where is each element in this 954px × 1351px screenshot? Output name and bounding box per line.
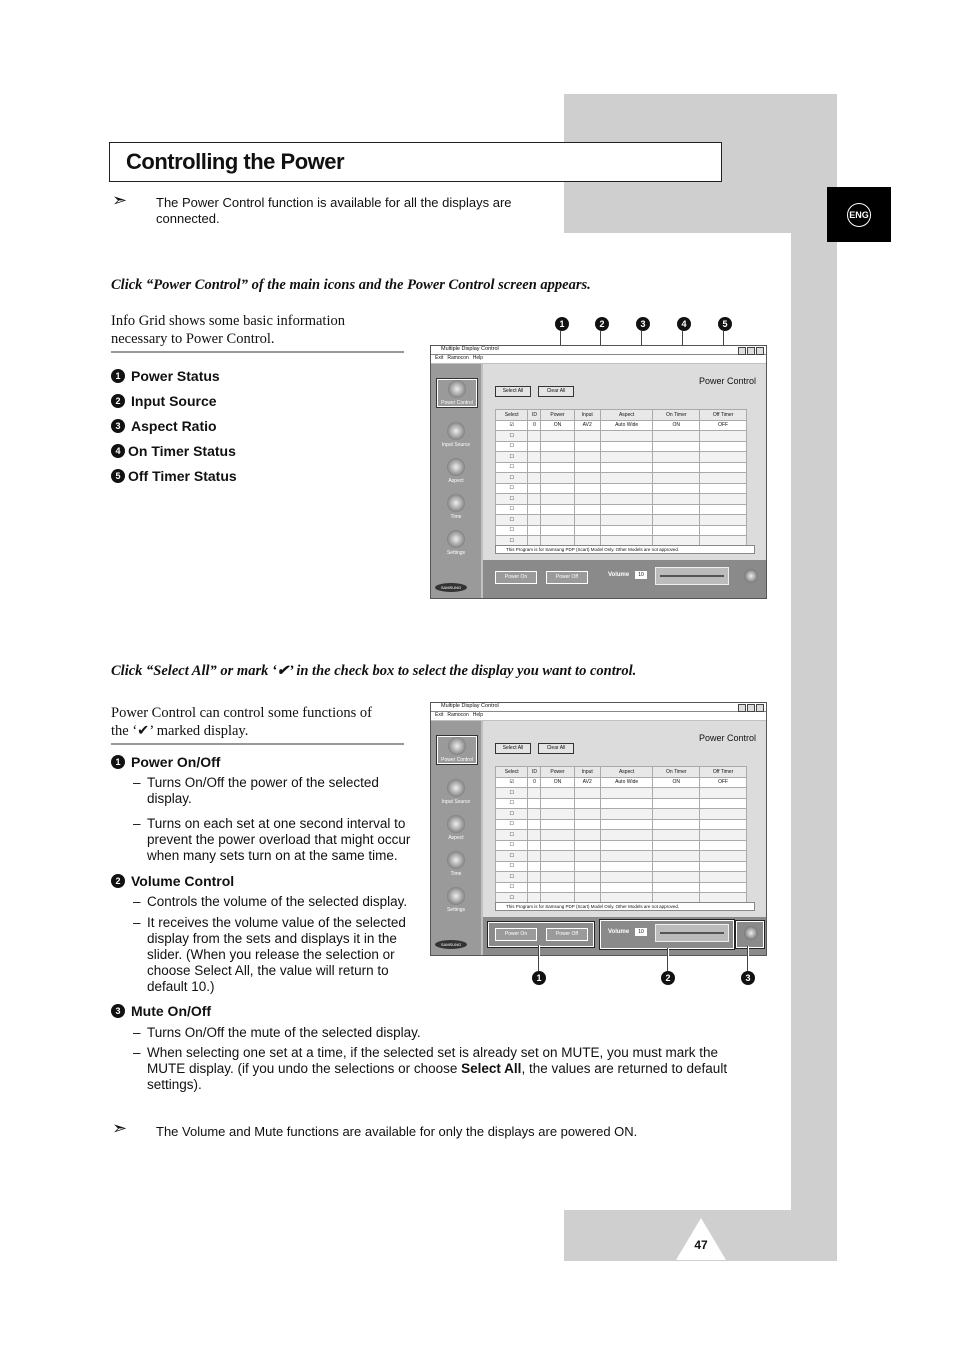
- item-label: On Timer Status: [128, 442, 236, 459]
- sub-item: – Turns On/Off the power of the selected display.: [133, 775, 379, 806]
- table-row: [496, 483, 747, 494]
- clear-all-button[interactable]: Clear All: [538, 386, 574, 397]
- sub-text: Turns on each set at one second interval to prevent the power overload that might occur when many sets turn on at the same time.: [147, 816, 411, 863]
- section2-intro: [111, 704, 411, 740]
- section1-intro-line2: necessary to Power Control.: [111, 331, 275, 347]
- row-checkbox[interactable]: ☐: [496, 441, 528, 452]
- app-window-2: [430, 702, 767, 956]
- sub-item: – It receives the volume value of the selected display from the sets and displays it in the slider. (When you release the selection or choose Select All, the value will return to default 10.): [133, 915, 406, 994]
- list-item-power: [111, 754, 220, 770]
- menu-help[interactable]: Help: [472, 355, 484, 361]
- col-header: Input: [574, 410, 600, 421]
- table-row: [496, 840, 747, 851]
- row-checkbox[interactable]: ☐: [496, 798, 528, 809]
- item-label: Off Timer Status: [128, 467, 237, 484]
- sidebar-label: Aspect: [448, 835, 464, 841]
- sub-text: , the values are returned to default settings).: [147, 1061, 728, 1092]
- sidebar-item-input-source[interactable]: [437, 422, 475, 448]
- section1-list: [111, 363, 237, 488]
- cell: Auto Wide: [600, 420, 652, 431]
- table-row: [496, 872, 747, 883]
- sidebar: [431, 364, 481, 598]
- table-row: [496, 851, 747, 862]
- control-bar: [483, 917, 766, 955]
- sidebar-item-aspect[interactable]: [437, 458, 475, 484]
- volume-slider[interactable]: [655, 567, 729, 585]
- clock-icon: [447, 494, 465, 512]
- row-checkbox[interactable]: ☐: [496, 851, 528, 862]
- sub-text: Turns On/Off the mute of the selected display.: [147, 1025, 421, 1040]
- number-badge: 2: [111, 394, 125, 408]
- input-icon: [447, 779, 465, 797]
- page-title: Controlling the Power: [126, 149, 345, 174]
- sidebar-item-settings[interactable]: [437, 887, 475, 913]
- section2-intro-line2: the ‘✔’ marked display.: [111, 723, 249, 739]
- settings-icon: [447, 530, 465, 548]
- list-item: [111, 413, 237, 438]
- callout-3: 3: [636, 317, 650, 331]
- highlight-mute: [736, 921, 764, 948]
- callout-line: [667, 948, 669, 971]
- section2-heading: Click “Select All” or mark ‘✔’ in the check box to select the display you want to control.: [111, 663, 637, 679]
- callout-5: 5: [718, 317, 732, 331]
- control-bar: [483, 560, 766, 598]
- callout-line: [747, 946, 749, 971]
- input-icon: [447, 422, 465, 440]
- col-header: On Timer: [653, 410, 700, 421]
- table-row: [496, 441, 747, 452]
- menu-bar: [431, 712, 766, 720]
- table-row: [496, 494, 747, 505]
- samsung-logo: SAMSUNG: [435, 940, 467, 949]
- clock-icon: [447, 851, 465, 869]
- table-row: [496, 504, 747, 515]
- status-message: This Program is for Samsung PDP (Scart) Model Only. Other Models are not approved.: [495, 545, 755, 554]
- note-arrow-icon: ➣: [112, 1118, 128, 1138]
- highlight-power: [488, 922, 594, 947]
- row-checkbox[interactable]: ☐: [496, 861, 528, 872]
- callout-2: 2: [661, 971, 675, 985]
- col-header: Aspect: [600, 410, 652, 421]
- power-icon: [448, 737, 466, 755]
- list-item: [111, 438, 237, 463]
- number-badge: 5: [111, 469, 125, 483]
- section2-intro-line1: Power Control can control some functions of: [111, 705, 372, 721]
- col-header: Aspect: [600, 767, 652, 778]
- item-label: Power On/Off: [131, 754, 221, 770]
- app-window-1: [430, 345, 767, 599]
- divider: [111, 351, 404, 353]
- power-on-button[interactable]: Power On: [495, 571, 537, 584]
- cell: ON: [541, 777, 574, 788]
- list-item: [111, 388, 237, 413]
- sidebar-item-time[interactable]: [437, 494, 475, 520]
- window-titlebar: [431, 703, 766, 712]
- list-item: [111, 463, 237, 488]
- status-message: This Program is for Samsung PDP (Scart) Model Only. Other Models are not approved.: [495, 902, 755, 911]
- row-checkbox[interactable]: ☐: [496, 882, 528, 893]
- sidebar-item-power-control[interactable]: [437, 379, 477, 407]
- col-header: Power: [541, 767, 574, 778]
- close-icon[interactable]: [756, 704, 764, 712]
- language-badge-label: ENG: [847, 203, 871, 227]
- item-label: Input Source: [131, 392, 217, 409]
- table-row: [496, 431, 747, 442]
- row-checkbox[interactable]: ☐: [496, 515, 528, 526]
- item-label: Power Status: [131, 367, 220, 384]
- main-panel: [483, 721, 766, 955]
- decor-band-side: [791, 233, 837, 1210]
- sub-text: Turns On/Off the power of the selected display.: [147, 775, 379, 806]
- list-item-volume: [111, 873, 234, 889]
- cell: ON: [653, 420, 700, 431]
- callout-1: 1: [532, 971, 546, 985]
- col-header: Select: [496, 767, 528, 778]
- window-title: Multiple Display Control: [441, 703, 499, 709]
- col-header: Off Timer: [700, 410, 747, 421]
- row-checkbox[interactable]: ☐: [496, 840, 528, 851]
- table-row: [496, 882, 747, 893]
- samsung-logo: SAMSUNG: [435, 583, 467, 592]
- col-header: Off Timer: [700, 767, 747, 778]
- power-icon: [448, 380, 466, 398]
- callout-3: 3: [741, 971, 755, 985]
- sidebar-item-time[interactable]: [437, 851, 475, 877]
- power-off-button[interactable]: Power Off: [546, 571, 588, 584]
- menu-help[interactable]: Help: [472, 712, 484, 718]
- sidebar-label: Aspect: [448, 478, 464, 484]
- cell: ON: [541, 420, 574, 431]
- minimize-icon[interactable]: [738, 347, 746, 355]
- aspect-icon: [447, 815, 465, 833]
- callout-1: 1: [555, 317, 569, 331]
- cell: 0: [528, 420, 541, 431]
- table-row: [496, 809, 747, 820]
- table-row: [496, 515, 747, 526]
- cell: AV2: [574, 777, 600, 788]
- table-row: [496, 830, 747, 841]
- main-panel: [483, 364, 766, 598]
- col-header: Input: [574, 767, 600, 778]
- note-2: The Volume and Mute functions are available for only the displays are powered ON.: [156, 1124, 638, 1139]
- cell: AV2: [574, 420, 600, 431]
- item-label: Mute On/Off: [131, 1003, 212, 1019]
- list-item: [111, 363, 237, 388]
- menu-bar: [431, 355, 766, 363]
- power-off-button[interactable]: Power Off: [546, 928, 588, 941]
- volume-label: Volume: [608, 929, 630, 935]
- cell: OFF: [700, 777, 747, 788]
- sidebar-label: Time: [450, 514, 462, 520]
- menu-ramocon[interactable]: Ramocon: [447, 355, 469, 361]
- col-header: Power: [541, 410, 574, 421]
- sidebar-label: Settings: [446, 550, 466, 556]
- row-checkbox[interactable]: ☑: [496, 420, 528, 431]
- number-badge: 1: [111, 755, 125, 769]
- cell: 0: [528, 777, 541, 788]
- row-checkbox[interactable]: ☐: [496, 893, 528, 904]
- row-checkbox[interactable]: ☐: [496, 462, 528, 473]
- row-checkbox[interactable]: ☑: [496, 777, 528, 788]
- row-checkbox[interactable]: ☐: [496, 483, 528, 494]
- sidebar-item-power-control[interactable]: [437, 736, 477, 764]
- table-row: [496, 420, 747, 431]
- row-checkbox[interactable]: ☐: [496, 819, 528, 830]
- cell: ON: [653, 777, 700, 788]
- sidebar-label: Time: [450, 871, 462, 877]
- row-checkbox[interactable]: ☐: [496, 504, 528, 515]
- menu-exit[interactable]: Exit: [435, 355, 444, 361]
- table-row: [496, 525, 747, 536]
- number-badge: 3: [111, 1004, 125, 1018]
- sidebar-label: Power Control: [441, 400, 473, 406]
- power-on-button[interactable]: Power On: [495, 928, 537, 941]
- sidebar-item-settings[interactable]: [437, 530, 475, 556]
- col-header: On Timer: [653, 767, 700, 778]
- section1-intro: [111, 312, 401, 348]
- select-all-button[interactable]: Select All: [495, 386, 531, 397]
- page-number: 47: [694, 1238, 708, 1252]
- info-grid: [495, 766, 747, 904]
- number-badge: 4: [111, 444, 125, 458]
- grid-header: [496, 410, 747, 421]
- slider-track: [660, 575, 724, 577]
- item-label: Volume Control: [131, 873, 235, 889]
- note-1: The Power Control function is available for all the displays are connected.: [156, 195, 512, 226]
- section1-intro-line1: Info Grid shows some basic information: [111, 313, 345, 329]
- sub-item: – Controls the volume of the selected display.: [133, 894, 408, 909]
- col-header: Select: [496, 410, 528, 421]
- volume-value: 10: [635, 928, 647, 936]
- sidebar: [431, 721, 481, 955]
- callout-2: 2: [595, 317, 609, 331]
- menu-ramocon[interactable]: Ramocon: [447, 712, 469, 718]
- col-header: ID: [528, 410, 541, 421]
- table-row: [496, 798, 747, 809]
- table-row: [496, 473, 747, 484]
- col-header: ID: [528, 767, 541, 778]
- sub-text: When selecting one set at a time, if the selected set is already set on MUTE, you must mark the MUTE display. (if you undo the selections or choose: [147, 1045, 719, 1076]
- sub-item: – When selecting one set at a time, if the selected set is already set on MUTE, you must mark the MUTE display. (if you undo the selections or choose Select All, the values are returned to default settings).: [133, 1045, 728, 1092]
- table-row: [496, 861, 747, 872]
- sidebar-label: Input Source: [441, 799, 471, 805]
- panel-title: Power Control: [698, 376, 756, 386]
- clear-all-button[interactable]: Clear All: [538, 743, 574, 754]
- number-badge: 3: [111, 419, 125, 433]
- sub-text: Controls the volume of the selected display.: [147, 894, 408, 909]
- row-checkbox[interactable]: ☐: [496, 809, 528, 820]
- sidebar-label: Settings: [446, 907, 466, 913]
- sidebar-item-input-source[interactable]: [437, 779, 475, 805]
- row-checkbox[interactable]: ☐: [496, 431, 528, 442]
- volume-label: Volume: [608, 572, 630, 578]
- number-badge: 2: [111, 874, 125, 888]
- table-row: [496, 819, 747, 830]
- list-item-mute: [111, 1003, 211, 1019]
- window-title: Multiple Display Control: [441, 346, 499, 352]
- sidebar-label: Power Control: [441, 757, 473, 763]
- row-checkbox[interactable]: ☐: [496, 452, 528, 463]
- select-all-button[interactable]: Select All: [495, 743, 531, 754]
- close-icon[interactable]: [756, 347, 764, 355]
- row-checkbox[interactable]: ☐: [496, 872, 528, 883]
- window-titlebar: [431, 346, 766, 355]
- item-label: Aspect Ratio: [131, 417, 217, 434]
- settings-icon: [447, 887, 465, 905]
- table-row: [496, 452, 747, 463]
- sub-item: – Turns On/Off the mute of the selected display.: [133, 1025, 421, 1040]
- highlight-volume: [600, 920, 734, 949]
- menu-exit[interactable]: Exit: [435, 712, 444, 718]
- row-checkbox[interactable]: ☐: [496, 788, 528, 799]
- info-grid: [495, 409, 747, 547]
- mute-icon[interactable]: [744, 569, 758, 583]
- cell: Auto Wide: [600, 777, 652, 788]
- table-row: [496, 788, 747, 799]
- sub-text-bold: Select All: [461, 1061, 522, 1076]
- row-checkbox[interactable]: ☐: [496, 473, 528, 484]
- maximize-icon[interactable]: [747, 704, 755, 712]
- section1-heading: Click “Power Control” of the main icons and the Power Control screen appears.: [111, 277, 591, 293]
- callout-line: [538, 945, 540, 971]
- grid-header: [496, 767, 747, 778]
- sidebar-label: Input Source: [441, 442, 471, 448]
- note-arrow-icon: ➣: [112, 190, 128, 210]
- divider: [111, 743, 404, 745]
- row-checkbox[interactable]: ☐: [496, 536, 528, 547]
- sidebar-item-aspect[interactable]: [437, 815, 475, 841]
- table-row: [496, 777, 747, 788]
- minimize-icon[interactable]: [738, 704, 746, 712]
- title-box: [109, 142, 722, 182]
- volume-value: 10: [635, 571, 647, 579]
- language-badge: [827, 187, 891, 242]
- callout-4: 4: [677, 317, 691, 331]
- sub-text: It receives the volume value of the selected display from the sets and displays it in the slider. (When you release the selection or choose Select All, the value will return to default 10.): [147, 915, 406, 994]
- number-badge: 1: [111, 369, 125, 383]
- aspect-icon: [447, 458, 465, 476]
- row-checkbox[interactable]: ☐: [496, 525, 528, 536]
- row-checkbox[interactable]: ☐: [496, 830, 528, 841]
- cell: OFF: [700, 420, 747, 431]
- table-row: [496, 462, 747, 473]
- panel-title: Power Control: [698, 733, 756, 743]
- row-checkbox[interactable]: ☐: [496, 494, 528, 505]
- sub-item: – Turns on each set at one second interval to prevent the power overload that might occur when many sets turn on at the same time.: [133, 816, 411, 863]
- maximize-icon[interactable]: [747, 347, 755, 355]
